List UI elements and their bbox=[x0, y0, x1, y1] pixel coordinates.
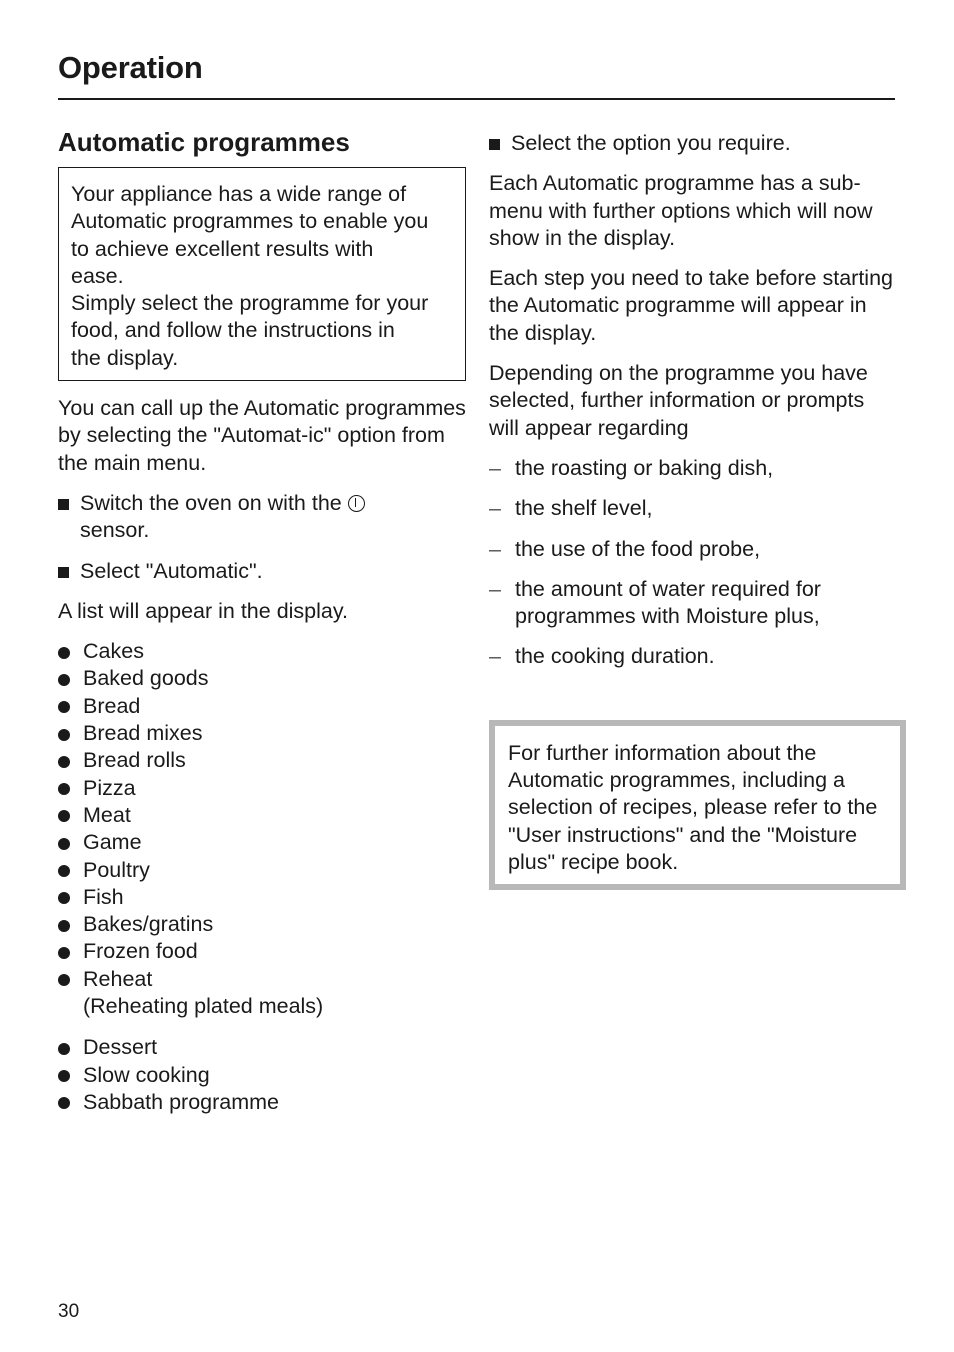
note-text: For further information about the Automatic programmes, including a selection of recipes, please refer to the "User instructions" and the "Moisture plus" recipe book. bbox=[508, 740, 878, 874]
list-item bbox=[58, 720, 466, 747]
intro-line: Automatic programmes to enable you bbox=[71, 209, 429, 234]
programme-label: Meat bbox=[83, 802, 131, 827]
bullet-dot-icon bbox=[58, 783, 70, 795]
step-text: Switch the oven on with the bbox=[80, 490, 342, 515]
list-item bbox=[489, 576, 899, 631]
call-up-paragraph: You can call up the Automatic programmes by selecting the "Automat-ic" option from the main menu. bbox=[58, 396, 466, 475]
prompt-label: the use of the food probe, bbox=[515, 536, 761, 561]
list-item bbox=[58, 693, 466, 720]
programme-label: Game bbox=[83, 830, 142, 855]
programme-list bbox=[58, 638, 466, 1020]
programme-label: Bread rolls bbox=[83, 748, 186, 773]
step-switch-on bbox=[58, 490, 466, 545]
dash-icon: – bbox=[489, 455, 501, 480]
prompt-label: the shelf level, bbox=[515, 496, 653, 521]
step-text: Select "Automatic". bbox=[80, 558, 263, 583]
step-text: Select the option you require. bbox=[511, 131, 791, 155]
list-item bbox=[489, 536, 899, 563]
bullet-dot-icon bbox=[58, 647, 70, 659]
list-item bbox=[58, 911, 466, 938]
dash-icon: – bbox=[489, 576, 501, 601]
paragraph: Each step you need to take before starting the Automatic programme will appear in the display. bbox=[489, 266, 893, 345]
list-item bbox=[58, 938, 466, 965]
page-number: 30 bbox=[58, 1301, 80, 1322]
prompt-label: the amount of water required for programmes with Moisture plus, bbox=[515, 576, 821, 629]
list-item bbox=[58, 857, 466, 884]
programme-label: Slow cooking bbox=[83, 1062, 210, 1087]
intro-line: Simply select the programme for your bbox=[71, 291, 429, 316]
dash-icon: – bbox=[489, 536, 501, 561]
list-intro: A list will appear in the display. bbox=[58, 598, 348, 623]
programme-label: Dessert bbox=[83, 1035, 158, 1060]
list-item bbox=[58, 802, 466, 829]
prompt-label: the cooking duration. bbox=[515, 644, 715, 669]
title-divider bbox=[58, 98, 895, 100]
list-item bbox=[58, 966, 466, 1021]
programme-label: Bakes/gratins bbox=[83, 912, 214, 937]
programme-label: Frozen food bbox=[83, 939, 198, 964]
intro-line: ease. bbox=[71, 263, 124, 288]
right-column bbox=[489, 130, 899, 890]
bullet-dot-icon bbox=[58, 974, 70, 986]
programme-list-more bbox=[58, 1034, 466, 1116]
dash-icon: – bbox=[489, 644, 501, 669]
list-item bbox=[489, 643, 899, 670]
left-column bbox=[58, 124, 466, 1130]
bullet-dot-icon bbox=[58, 756, 70, 768]
step-select-option bbox=[489, 130, 899, 157]
programme-label: Bread bbox=[83, 693, 141, 718]
programme-note: (Reheating plated meals) bbox=[83, 994, 324, 1019]
intro-line: the display. bbox=[71, 345, 179, 370]
list-item bbox=[489, 495, 899, 522]
step-text: sensor. bbox=[80, 518, 150, 543]
list-item bbox=[58, 638, 466, 665]
bullet-dot-icon bbox=[58, 892, 70, 904]
square-bullet-icon bbox=[489, 139, 500, 150]
list-item bbox=[58, 1034, 466, 1061]
programme-label: Pizza bbox=[83, 775, 136, 800]
programme-label: Fish bbox=[83, 884, 124, 909]
programme-label: Poultry bbox=[83, 857, 150, 882]
programme-label: Reheat bbox=[83, 966, 153, 991]
bullet-dot-icon bbox=[58, 1097, 70, 1109]
intro-box bbox=[58, 167, 466, 381]
bullet-dot-icon bbox=[58, 947, 70, 959]
dash-icon: – bbox=[489, 496, 501, 521]
bullet-dot-icon bbox=[58, 1070, 70, 1082]
section-title: Automatic programmes bbox=[58, 127, 350, 157]
list-item bbox=[58, 665, 466, 692]
square-bullet-icon bbox=[58, 499, 69, 510]
list-item bbox=[58, 775, 466, 802]
bullet-dot-icon bbox=[58, 865, 70, 877]
intro-line: Your appliance has a wide range of bbox=[71, 182, 407, 206]
programme-label: Sabbath programme bbox=[83, 1089, 279, 1114]
intro-line: to achieve excellent results with bbox=[71, 236, 374, 261]
bullet-dot-icon bbox=[58, 701, 70, 713]
bullet-dot-icon bbox=[58, 729, 70, 741]
list-item bbox=[58, 1062, 466, 1089]
prompt-label: the roasting or baking dish, bbox=[515, 455, 774, 480]
list-item bbox=[58, 829, 466, 856]
list-item bbox=[58, 884, 466, 911]
intro-line: food, and follow the instructions in bbox=[71, 318, 395, 343]
bullet-dot-icon bbox=[58, 810, 70, 822]
list-item bbox=[58, 1089, 466, 1116]
paragraph: Depending on the programme you have selected, further information or prompts will appear regarding bbox=[489, 361, 868, 440]
bullet-dot-icon bbox=[58, 674, 70, 686]
step-select-automatic bbox=[58, 558, 466, 585]
prompt-list bbox=[489, 455, 899, 671]
list-item bbox=[58, 747, 466, 774]
list-item bbox=[489, 455, 899, 482]
square-bullet-icon bbox=[58, 567, 69, 578]
paragraph: Each Automatic programme has a sub-menu with further options which will now show in the display. bbox=[489, 171, 873, 250]
programme-label: Baked goods bbox=[83, 666, 209, 691]
power-icon bbox=[348, 495, 365, 512]
bullet-dot-icon bbox=[58, 838, 70, 850]
programme-label: Cakes bbox=[83, 639, 144, 664]
page-title: Operation bbox=[58, 50, 203, 85]
programme-label: Bread mixes bbox=[83, 721, 203, 746]
info-note-box bbox=[489, 720, 906, 890]
bullet-dot-icon bbox=[58, 1043, 70, 1055]
bullet-dot-icon bbox=[58, 920, 70, 932]
